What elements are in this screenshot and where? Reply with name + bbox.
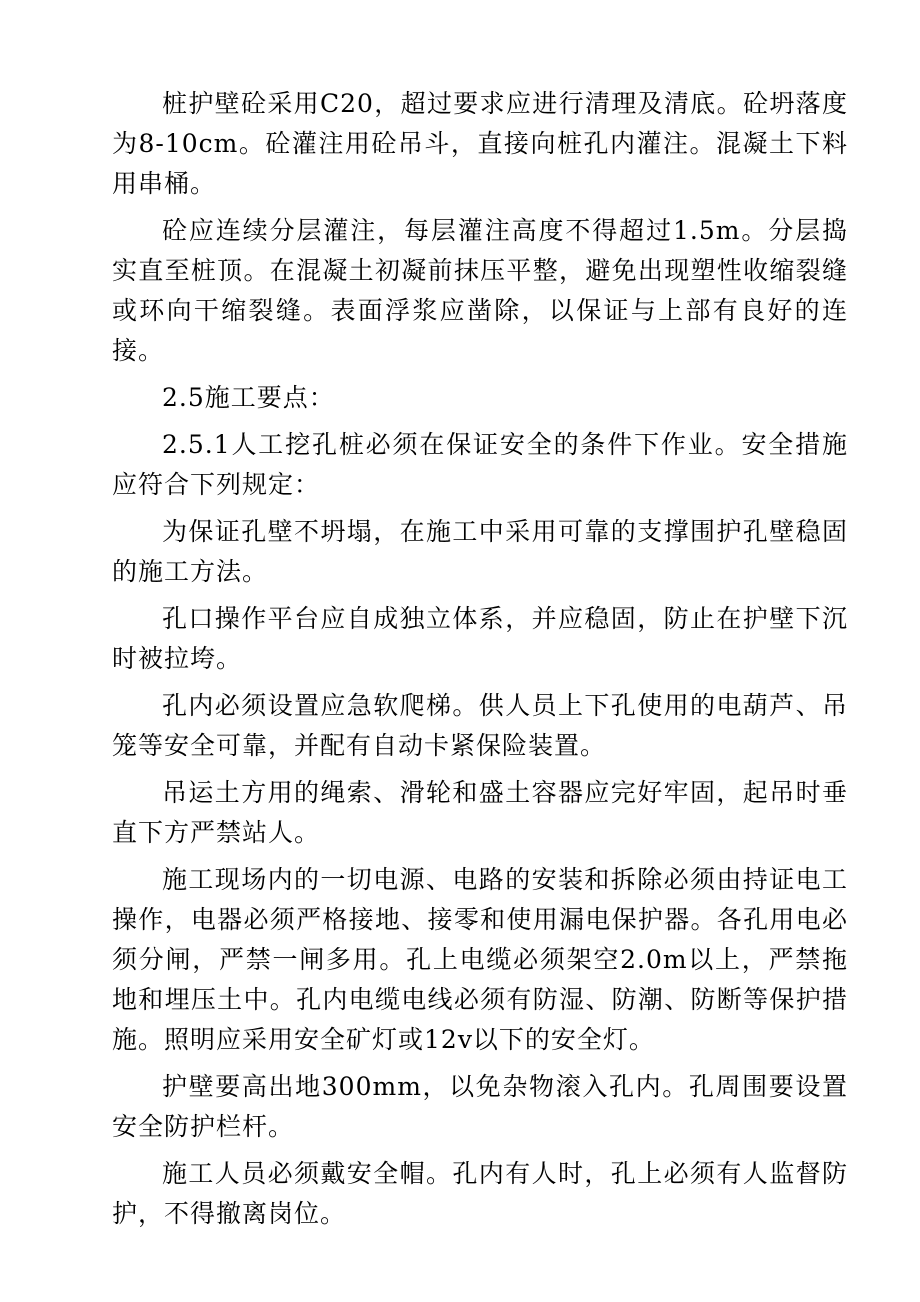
- paragraph-helmet: 施工人员必须戴安全帽。孔内有人时，孔上必须有人监督防护，不得撤离岗位。: [112, 1159, 848, 1228]
- paragraph-safety-rules-intro: 2.5.1人工挖孔桩必须在保证安全的条件下作业。安全措施应符合下列规定：: [112, 430, 848, 499]
- paragraph-guardrail: 护壁要高出地300mm，以免杂物滚入孔内。孔周围要设置安全防护栏杆。: [112, 1072, 848, 1141]
- paragraph-electrical: 施工现场内的一切电源、电路的安装和拆除必须由持证电工操作，电器必须严格接地、接零和使用漏电保护器。各孔用电必须分闸，严禁一闸多用。孔上电缆必须架空2.0m以上，严禁拖地和埋压土中。孔内电缆电线必须有防湿、防潮、防断等保护措施。照明应采用安全矿灯或12v以下的安全灯。: [112, 865, 848, 1054]
- paragraph-wall-support: 为保证孔壁不坍塌，在施工中采用可靠的支撑围护孔壁稳固的施工方法。: [112, 517, 848, 586]
- paragraph-platform: 孔口操作平台应自成独立体系，并应稳固，防止在护壁下沉时被拉垮。: [112, 604, 848, 673]
- paragraph-layered-pouring: 砼应连续分层灌注，每层灌注高度不得超过1.5m。分层捣实直至桩顶。在混凝土初凝前抹压平整，避免出现塑性收缩裂缝或环向干缩裂缝。表面浮浆应凿除，以保证与上部有良好的连接。: [112, 216, 848, 365]
- paragraph-concrete-wall: 桩护壁砼采用C20，超过要求应进行清理及清底。砼坍落度为8-10cm。砼灌注用砼吊斗，直接向桩孔内灌注。混凝土下料用串桶。: [112, 89, 848, 198]
- document-body: [112, 84, 848, 1241]
- paragraph-hoisting: 吊运土方用的绳索、滑轮和盛土容器应完好牢固，起吊时垂直下方严禁站人。: [112, 778, 848, 847]
- section-heading-construction-points: 2.5施工要点：: [162, 383, 335, 412]
- paragraph-ladder: 孔内必须设置应急软爬梯。供人员上下孔使用的电葫芦、吊笼等安全可靠，并配有自动卡紧保险装置。: [112, 691, 848, 760]
